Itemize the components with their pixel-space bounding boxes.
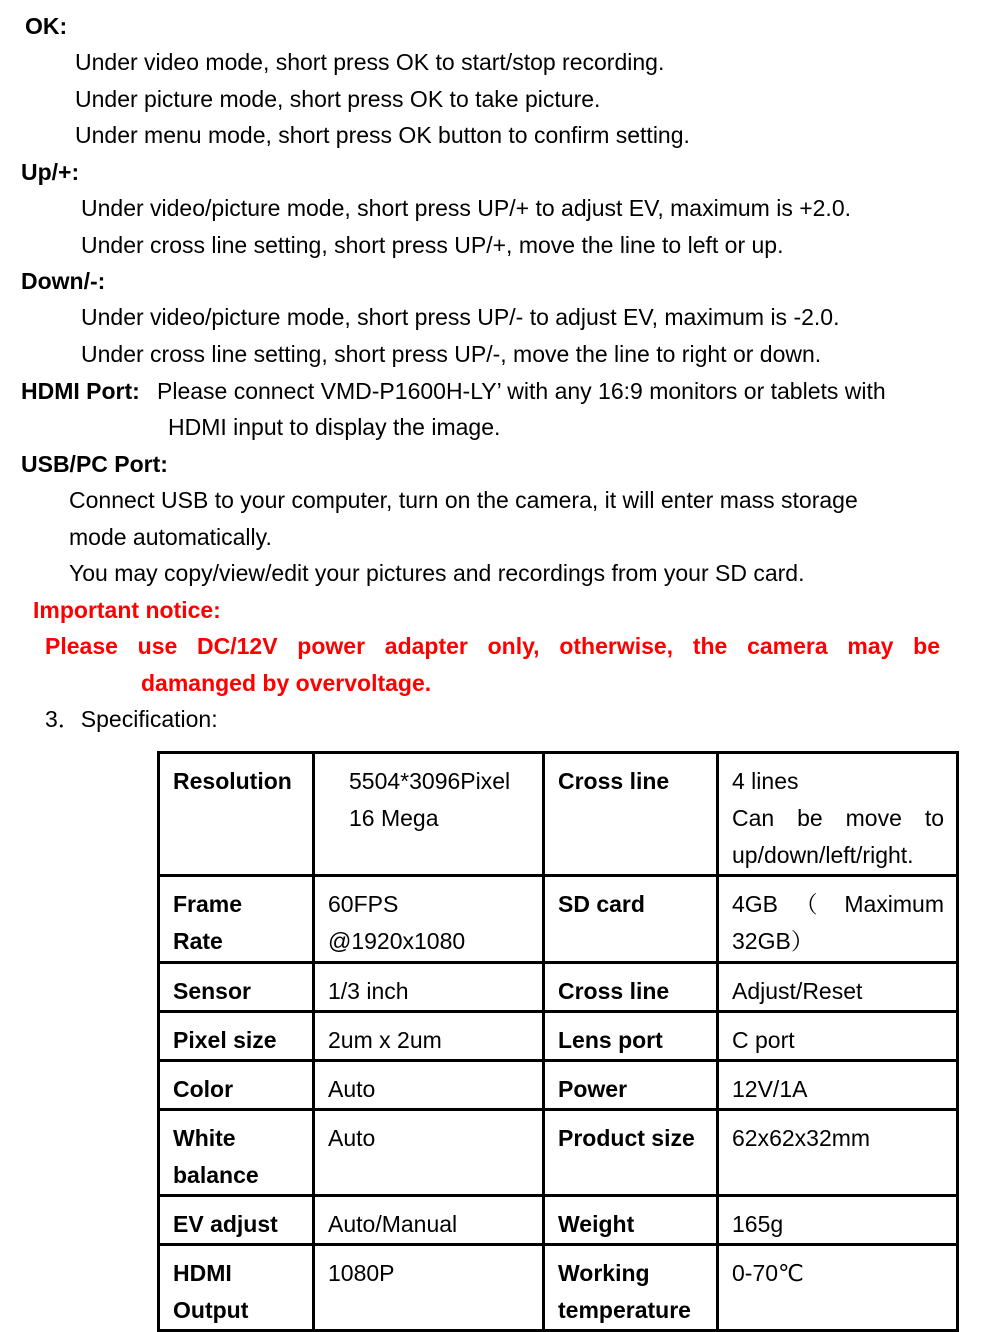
hdmi-line-2: HDMI input to display the image. [168,414,501,440]
down-heading: Down/-: [21,268,106,294]
spec-key: Color [159,1061,314,1110]
spec-row-ev-adjust [159,1196,958,1245]
spec-key: EV adjust [159,1196,314,1245]
spec-row-hdmi-output [159,1245,958,1331]
usb-line-1: Connect USB to your computer, turn on the camera, it will enter mass storage [69,487,858,513]
spec-value: C port [718,1012,958,1061]
spec-row-pixel-size [159,1012,958,1061]
spec-row-resolution [159,753,958,876]
spec-row-sensor [159,963,958,1012]
spec-value: 60FPS @1920x1080 [314,876,544,963]
spec-value: 4GB （ Maximum 32GB） [718,876,958,963]
spec-value: 5504*3096Pixel 16 Mega [314,753,544,876]
spec-key: Cross line [544,963,718,1012]
spec-value: 0-70℃ [718,1245,958,1331]
spec-row-white-balance [159,1110,958,1196]
spec-row-frame-rate [159,876,958,963]
ok-heading: OK: [25,13,68,39]
notice-heading: Important notice: [33,597,221,623]
spec-value: 62x62x32mm [718,1110,958,1196]
ok-line-2: Under picture mode, short press OK to take picture. [75,86,601,112]
spec-key: Working temperature [544,1245,718,1331]
down-line-1: Under video/picture mode, short press UP/- to adjust EV, maximum is -2.0. [81,304,840,330]
hdmi-line-1: Please connect VMD-P1600H-LY’ with any 16:9 monitors or tablets with [157,378,886,404]
spec-value: Adjust/Reset [718,963,958,1012]
spec-row-color [159,1061,958,1110]
notice-line-1: Please use DC/12V power adapter only, otherwise, the camera may be [45,633,940,659]
spec-heading: 3．Specification: [45,706,218,732]
spec-key: Power [544,1061,718,1110]
up-line-2: Under cross line setting, short press UP/+, move the line to left or up. [81,232,784,258]
spec-key: Sensor [159,963,314,1012]
spec-key: Cross line [544,753,718,876]
spec-value: 2um x 2um [314,1012,544,1061]
usb-line-3: You may copy/view/edit your pictures and recordings from your SD card. [69,560,805,586]
spec-value: 165g [718,1196,958,1245]
spec-key: Pixel size [159,1012,314,1061]
spec-value: Auto/Manual [314,1196,544,1245]
spec-key: Weight [544,1196,718,1245]
spec-value: 4 lines Can be move to up/down/left/right. [718,753,958,876]
spec-key: HDMI Output [159,1245,314,1331]
hdmi-heading: HDMI Port: [21,378,140,404]
spec-key: Frame Rate [159,876,314,963]
down-line-2: Under cross line setting, short press UP/-, move the line to right or down. [81,341,822,367]
spec-key: Product size [544,1110,718,1196]
spec-value: Auto [314,1110,544,1196]
spec-value: 12V/1A [718,1061,958,1110]
up-heading: Up/+: [21,159,80,185]
up-line-1: Under video/picture mode, short press UP/+ to adjust EV, maximum is +2.0. [81,195,852,221]
spec-key: Lens port [544,1012,718,1061]
spec-value: 1/3 inch [314,963,544,1012]
ok-line-3: Under menu mode, short press OK button to confirm setting. [75,122,690,148]
spec-value: Auto [314,1061,544,1110]
spec-key: White balance [159,1110,314,1196]
spec-table [157,751,959,1332]
usb-heading: USB/PC Port: [21,451,168,477]
spec-value: 1080P [314,1245,544,1331]
usb-line-2: mode automatically. [69,524,272,550]
notice-line-2: damanged by overvoltage. [141,670,432,696]
spec-key: Resolution [159,753,314,876]
ok-line-1: Under video mode, short press OK to start/stop recording. [75,49,665,75]
spec-key: SD card [544,876,718,963]
